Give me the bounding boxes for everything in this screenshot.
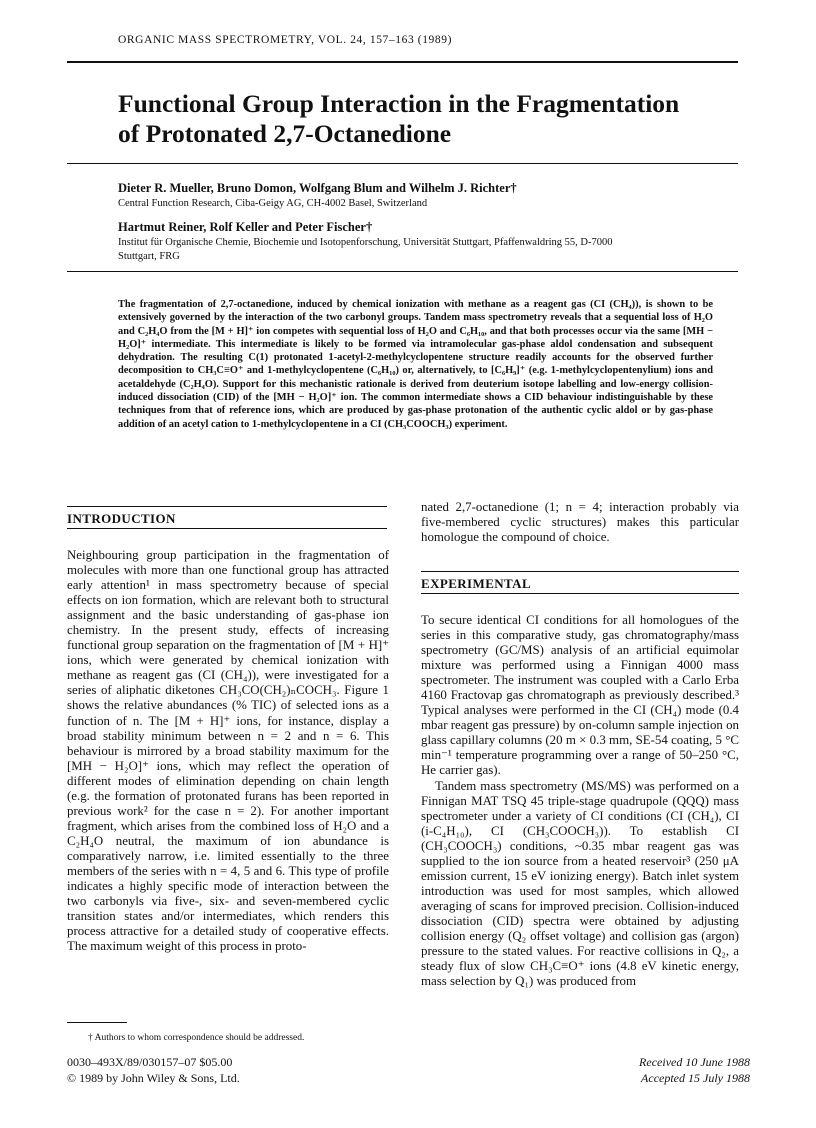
author-list-1: Dieter R. Mueller, Bruno Domon, Wolfgang Blum and Wilhelm J. Richter† [118,181,517,195]
affiliation-2-line-1: Institut für Organische Chemie, Biochemie und Isotopenforschung, Universität Stuttgart, Pfaffenwaldring 55, D-7000 [118,237,613,248]
intro-rule-top [67,506,387,507]
affiliation-2-line-2: Stuttgart, FRG [118,250,180,262]
dates [540,1054,750,1086]
intro-rule-bottom [67,528,387,529]
accepted-date: Accepted 15 July 1988 [641,1071,750,1085]
running-head: ORGANIC MASS SPECTROMETRY, VOL. 24, 157–163 (1989) [118,34,453,46]
publication-info [67,1054,367,1086]
experimental-paragraph-2: Tandem mass spectrometry (MS/MS) was performed on a Finnigan MAT TSQ 45 triple-stage quadrupole (QQQ) mass spectrometer under a variety of CI conditions (CI (CH₄), CI (i-C₄H₁₀), CI (CH₃COOCH₃)). To establish CI (CH₃COOCH₃) conditions, ~0.35 mbar reagent gas was supplied to the ion source from a heated reservoir³ (250 μA emission current, 15 eV ionizing energy). Batch inlet system introduction was used for most samples, which allowed averaging of scans for improved precision. Collision-induced dissociation (CID) spectra were obtained by adjusting collision energy (Q₂ offset voltage) and collision gas (argon) pressure to the stated values. For reactive collisions in Q₂, a steady flux of slow CH₃C≡O⁺ ions (4.8 eV kinetic energy, mass selection by Q₁) was produced from [421,778,739,989]
introduction-heading: INTRODUCTION [67,511,176,526]
received-date: Received 10 June 1988 [639,1055,750,1069]
title-rule [67,163,738,164]
header-rule [67,61,738,63]
experimental-rule-top [421,571,739,572]
title-line-2: of Protonated 2,7-Octanedione [118,119,452,148]
introduction-continuation [421,500,739,545]
issn-code: 0030–493X/89/030157–07 $05.00 [67,1055,233,1069]
introduction-paragraph: Neighbouring group participation in the fragmentation of molecules with more than one functional group has attracted early attention¹ in mass spectrometry because of special effects on ion formation, which are relevant both to structural assignment and the basic understanding of gas-phase ion chemistry. In the present study, effects of increasing functional group separation on the fragmentation of [M + H]⁺ ions, which were generated by chemical ionization with methane as reagent gas (CI (CH₄)), were investigated for a series of aliphatic diketones CH₃CO(CH₂)ₙCOCH₃. Figure 1 shows the relative abundances (% TIC) of selected ions as a function of n. The [M + H]⁺ ions, for instance, display a broad stability minimum between n = 2 and n = 6. This behaviour is mirrored by a broad stability maximum for the [MH − H₂O]⁺ ions, which may reflect the operation of different modes of elimination depending on chain length (e.g. the formation of protonated furans has been reported in previous work² for the case n = 2). For another important fragment, which arises from the combined loss of H₂O and a C₂H₄O neutral, the maximum of ion abundance is comparatively narrow, i.e. limited essentially to the three members of the series with n = 4, 5 and 6. This type of profile indicates a highly specific mode of interaction between the two carbonyls via five-, six- and seven-membered cyclic transition states and/or intermediates, which renders this process attractive for a detailed study of cooperative effects. The maximum weight of this process in proto- [67,548,389,954]
author-rule [67,271,738,272]
copyright: © 1989 by John Wiley & Sons, Ltd. [67,1071,240,1085]
experimental-heading: EXPERIMENTAL [421,576,532,591]
footnote-rule [67,1022,127,1023]
title-line-1: Functional Group Interaction in the Fragmentation [118,89,680,118]
experimental-rule-bottom [421,593,739,594]
footnote: † Authors to whom correspondence should be addressed. [88,1033,305,1043]
abstract: The fragmentation of 2,7-octanedione, induced by chemical ionization with methane as a reagent gas (CI (CH₄)), is shown to be extensively governed by the interaction of the two carbonyl groups. Tandem mass spectrometry reveals that a sequential loss of H₂O and C₂H₄O from the [M + H]⁺ ion competes with sequential loss of H₂O and C₆H₁₀, and that both processes occur via the same [MH − H₂O]⁺ intermediate. This intermediate is likely to be formed via intramolecular gas-phase aldol condensation and subsequent dehydration. The resulting C(1) protonated 1-acetyl-2-methylcyclopentene structure readily accounts for the observed further decomposition to CH₃C≡O⁺ and 1-methylcyclopentene (C₆H₁₀) or, alternatively, to [C₆H₉]⁺ (e.g. 1-methylcyclopentenylium) ions and acetaldehyde (C₂H₄O). Support for this mechanistic rationale is derived from deuterium isotope labelling and low-energy collision-induced dissociation (CID) of the [MH − H₂O]⁺ ion. The common intermediate shows a CID behaviour indistinguishable by these techniques from that of reference ions, which are produced by gas-phase protonation of the authentic cyclic aldol or by gas-phase addition of an acetyl cation to 1-methylcyclopentene in a CI (CH₃COOCH₃) experiment. [118,299,713,430]
paper-title [118,89,728,149]
affiliation-1: Central Function Research, Ciba-Geigy AG, CH-4002 Basel, Switzerland [118,198,428,209]
affiliation-2 [118,236,718,263]
experimental-paragraph-1: To secure identical CI conditions for all homologues of the series in this comparative study, gas chromatography/mass spectrometry (GC/MS) analysis of an artificial equimolar mixture was performed using a Finnigan 4000 mass spectrometer. The instrument was coupled with a Carlo Erba 4160 Fractovap gas chromatograph as previously described.³ Typical analyses were performed in the CI (CH₄) mode (0.4 mbar reagent gas pressure) by on-column sample injection on glass capillary columns (20 m × 0.3 mm, SE-54 coating, 5 °C min⁻¹ temperature programming over a range of 50–250 °C, He carrier gas). [421,613,739,778]
introduction-continuation-text: nated 2,7-octanedione (1; n = 4; interaction probably via five-membered cyclic structures) makes this particular homologue the compound of choice. [421,500,739,545]
experimental-body [421,613,739,989]
introduction-body [67,548,389,954]
author-list-2: Hartmut Reiner, Rolf Keller and Peter Fischer† [118,220,373,234]
